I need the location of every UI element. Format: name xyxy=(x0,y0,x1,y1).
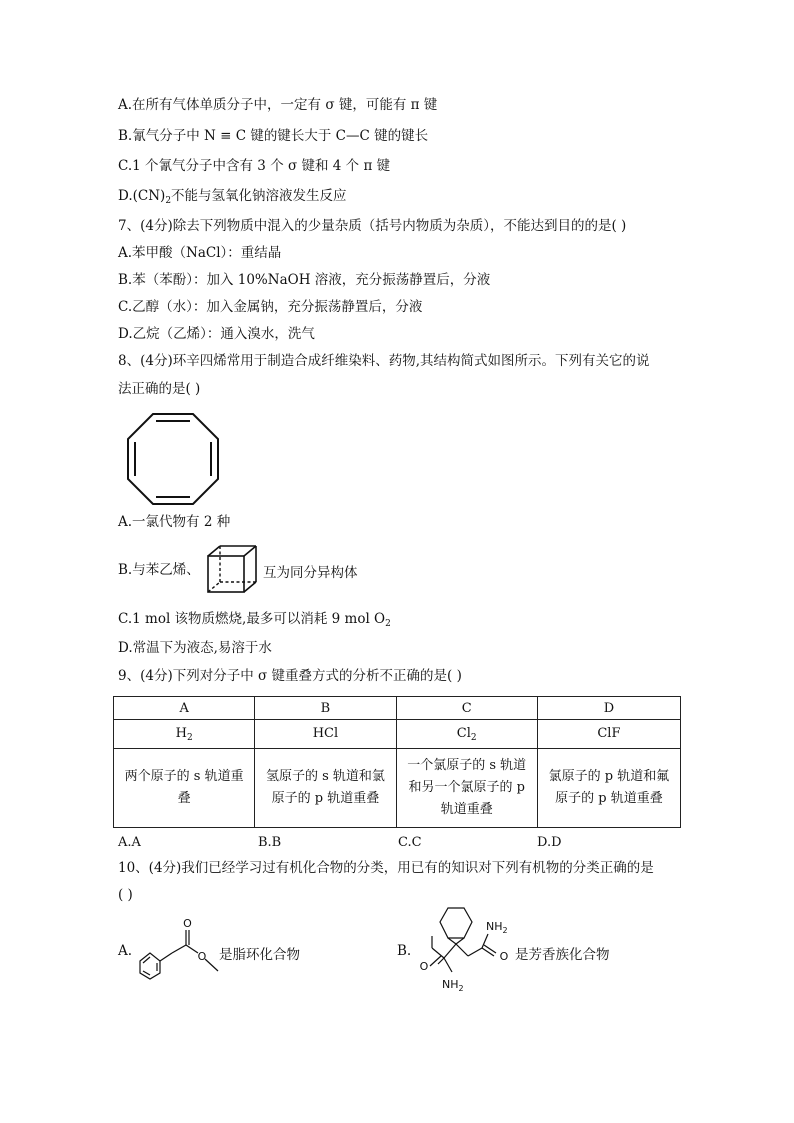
q9-mol-a-sub: 2 xyxy=(186,732,193,743)
q7-option-b: B.苯（苯酚）：加入 10%NaOH 溶液，充分振荡静置后，分液 xyxy=(118,272,491,288)
q10-option-b-label: B. xyxy=(397,943,412,959)
q10-option-a-label: A. xyxy=(118,943,133,959)
q9-desc-c xyxy=(396,749,537,828)
q9-option-a: A.A xyxy=(118,835,141,850)
q9-mol-c-base: Cl xyxy=(456,725,471,741)
q9-mol-b-base: HCl xyxy=(312,725,339,741)
methyl-phenylacetate-structure xyxy=(130,913,230,983)
q9-desc-c-line2: 和另一个氯原子的 p xyxy=(408,780,525,795)
q6-option-a: A.在所有气体单质分子中，一定有 σ 键，可能有 π 键 xyxy=(118,97,438,113)
q9-option-b: B.B xyxy=(258,835,282,850)
q8-option-a: A.一氯代物有 2 种 xyxy=(118,514,231,530)
q9-desc-d-line2: 原子的 p 轨道重叠 xyxy=(555,791,663,806)
q7-option-a: A.苯甲酸（NaCl）：重结晶 xyxy=(118,245,282,261)
q8-c-sub: 2 xyxy=(385,619,391,629)
q9-description-row xyxy=(114,749,681,828)
q10-option-a-text: 是脂环化合物 xyxy=(219,947,300,963)
q9-desc-a-line1: 两个原子的 s 轨道重 xyxy=(124,769,244,784)
q10b-amine-nh: NH xyxy=(442,978,459,991)
q9-mol-c-sub: 2 xyxy=(470,732,477,743)
q9-molecule-d xyxy=(537,720,680,749)
q10b-amide-nh: NH xyxy=(486,920,503,933)
q8-option-d: D.常温下为液态,易溶于水 xyxy=(118,640,272,656)
q10-option-b-structure xyxy=(408,904,528,996)
q7-option-d: D.乙烷（乙烯）：通入溴水，洗气 xyxy=(118,326,315,342)
q9-table xyxy=(113,696,681,828)
q6-option-c: C.1 个氰气分子中含有 3 个 σ 键和 4 个 π 键 xyxy=(118,158,391,174)
q9-stem: 9、(4分)下列对分子中 σ 键重叠方式的分析不正确的是( ) xyxy=(118,668,462,684)
q9-desc-b-line1: 氢原子的 s 轨道和氯 xyxy=(265,769,385,784)
q10b-amide-nh2 xyxy=(486,920,508,935)
q9-desc-a xyxy=(114,749,255,828)
q10b-amide-o: O xyxy=(499,950,509,963)
q10-stem-line1: 10、(4分)我们已经学习过有机化合物的分类，用已有的知识对下列有机物的分类正确的是 xyxy=(118,860,654,876)
q8-option-c xyxy=(118,610,391,633)
q10a-carbonyl-o: O xyxy=(183,917,192,930)
q8-stem-line2: 法正确的是( ) xyxy=(118,381,201,397)
q9-desc-d xyxy=(537,749,680,828)
q9-header-row xyxy=(114,697,681,720)
q9-header-b: B xyxy=(255,697,396,720)
q6-d-sub: 2 xyxy=(165,196,172,206)
q9-molecule-row xyxy=(114,720,681,749)
q10-stem-line2: ( ) xyxy=(118,887,133,903)
q9-mol-a-base: H xyxy=(175,725,187,741)
q6-d-post: 不能与氢氧化钠溶液发生反应 xyxy=(171,188,347,204)
q10a-ester-o: O xyxy=(197,950,207,963)
q10b-amine-nh2 xyxy=(442,978,464,993)
q10-option-b-text: 是芳香族化合物 xyxy=(515,947,610,963)
q9-mol-d-base: ClF xyxy=(597,725,621,741)
q9-desc-b xyxy=(255,749,396,828)
cyclooctatetraene-structure xyxy=(126,412,220,506)
q9-option-c: C.C xyxy=(398,835,422,850)
q9-desc-c-line3: 轨道重叠 xyxy=(440,802,493,817)
q8-c-pre: C.1 mol 该物质燃烧,最多可以消耗 9 mol O xyxy=(118,611,386,627)
q8-option-b-post: 互为同分异构体 xyxy=(263,565,358,581)
q8-stem-line1: 8、(4分)环辛四烯常用于制造合成纤维染料、药物,其结构简式如图所示。下列有关它的说 xyxy=(118,353,650,369)
q8-option-b-pre: B.与苯乙烯、 xyxy=(118,562,200,578)
q6-d-pre: D.(CN) xyxy=(118,188,166,204)
q9-desc-a-line2: 叠 xyxy=(177,791,191,806)
q6-option-d xyxy=(118,187,347,210)
q9-option-d: D.D xyxy=(537,835,562,850)
q6-option-b: B.氰气分子中 N ≡ C 键的键长大于 C—C 键的键长 xyxy=(118,128,429,144)
q9-molecule-b xyxy=(255,720,396,749)
q9-desc-b-line2: 原子的 p 轨道重叠 xyxy=(271,791,380,806)
q7-option-c: C.乙醇（水）：加入金属钠，充分振荡静置后，分液 xyxy=(118,299,423,315)
q9-header-c: C xyxy=(396,697,537,720)
q9-desc-c-line1: 一个氯原子的 s 轨道 xyxy=(407,758,527,773)
cubane-structure xyxy=(206,544,258,596)
q9-header-d: D xyxy=(537,697,680,720)
q9-header-a: A xyxy=(114,697,255,720)
q10b-ketone-o: O xyxy=(419,960,429,973)
q9-desc-d-line1: 氯原子的 p 轨道和氟 xyxy=(548,769,670,784)
q10b-amide-nh-sub: 2 xyxy=(502,926,508,935)
q10b-amine-nh-sub: 2 xyxy=(458,984,464,993)
q7-stem: 7、(4分)除去下列物质中混入的少量杂质（括号内物质为杂质），不能达到目的的是( ) xyxy=(118,218,627,234)
q9-molecule-c xyxy=(396,720,537,749)
q9-molecule-a xyxy=(114,720,255,749)
